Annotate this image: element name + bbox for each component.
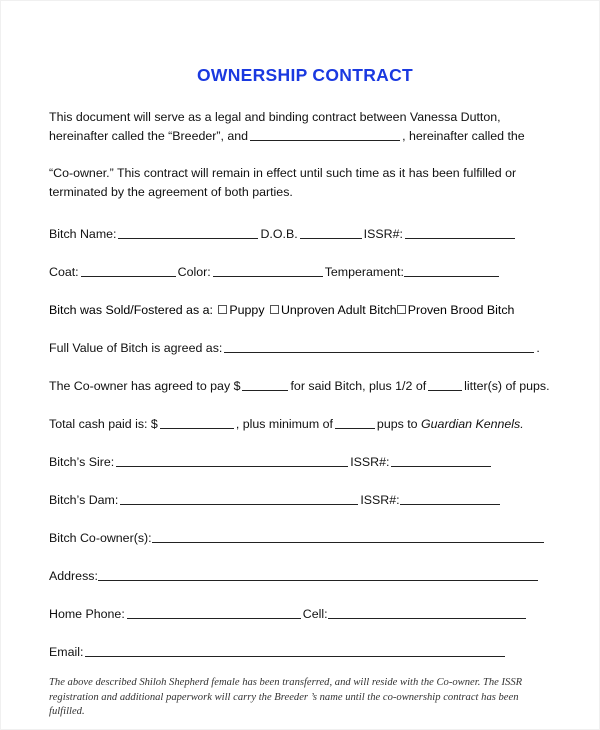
dam-input[interactable] <box>120 492 358 505</box>
full-value-period: . <box>536 341 540 355</box>
sire-label: Bitch’s Sire: <box>49 455 115 469</box>
coowner-payment-amount-input[interactable] <box>242 378 288 391</box>
minimum-pups-input[interactable] <box>335 416 375 429</box>
coowner-payment-text-2: for said Bitch, plus 1/2 of <box>290 379 427 393</box>
coowner-litters-input[interactable] <box>428 378 462 391</box>
dob-label: D.O.B. <box>260 227 298 241</box>
page-title: OWNERSHIP CONTRACT <box>196 65 414 85</box>
coowner-payment-text-1: The Co-owner has agreed to pay $ <box>49 379 241 393</box>
checkbox-icon-puppy[interactable] <box>218 305 227 314</box>
sold-fostered-label: Bitch was Sold/Fostered as a: <box>49 303 213 317</box>
checkbox-label-proven-brood-bitch: Proven Brood Bitch <box>407 303 515 317</box>
color-label: Color: <box>177 265 211 279</box>
checkbox-option-puppy[interactable] <box>218 303 264 317</box>
coat-input[interactable] <box>81 264 176 277</box>
intro-line-2-suffix: , hereinafter called the <box>402 129 525 143</box>
bitch-name-label: Bitch Name: <box>49 227 117 241</box>
sire-row <box>49 452 553 472</box>
home-phone-label: Home Phone: <box>49 607 125 621</box>
dam-row <box>49 490 553 510</box>
coowner-payment-row <box>49 376 553 396</box>
checkbox-icon-proven-brood-bitch[interactable] <box>397 305 406 314</box>
intro-paragraph-2: “Co-owner.” This contract will remain in effect until such time as it has been fulfilled or terminated by the agreement of both parties. <box>49 166 517 199</box>
coowners-label: Bitch Co-owner(s): <box>49 531 152 545</box>
checkbox-option-unproven-adult-bitch[interactable] <box>270 303 397 317</box>
total-cash-text-1: Total cash paid is: $ <box>49 417 158 431</box>
dam-label: Bitch’s Dam: <box>49 493 119 507</box>
dam-issr-label: ISSR#: <box>360 493 400 507</box>
issr-input[interactable] <box>405 226 515 239</box>
sire-input[interactable] <box>116 454 348 467</box>
coowner-name-blank[interactable] <box>250 128 400 141</box>
coowners-row <box>49 528 553 548</box>
phone-row <box>49 604 553 624</box>
address-row <box>49 566 553 586</box>
full-value-row <box>49 338 553 358</box>
checkbox-label-puppy: Puppy <box>229 303 265 317</box>
coat-label: Coat: <box>49 265 79 279</box>
total-cash-text-2: , plus minimum of <box>235 417 333 431</box>
dam-issr-input[interactable] <box>400 492 500 505</box>
cell-label: Cell: <box>302 607 328 621</box>
full-value-input[interactable] <box>224 340 534 353</box>
full-value-label: Full Value of Bitch is agreed as: <box>49 341 223 355</box>
sold-fostered-row <box>49 300 553 320</box>
intro-line-2-prefix: hereinafter called the “Breeder”, and <box>49 129 249 143</box>
temperament-label: Temperament: <box>324 265 404 279</box>
kennel-name: Guardian Kennels. <box>421 417 524 431</box>
address-label: Address: <box>49 569 98 583</box>
checkbox-label-unproven-adult-bitch: Unproven Adult Bitch <box>280 303 397 317</box>
sire-issr-input[interactable] <box>391 454 491 467</box>
checkbox-option-proven-brood-bitch[interactable] <box>397 303 515 317</box>
document-body <box>49 65 553 720</box>
address-input[interactable] <box>98 568 538 581</box>
coowners-input[interactable] <box>152 530 544 543</box>
cell-input[interactable] <box>328 606 526 619</box>
total-cash-row <box>49 414 553 434</box>
checkbox-icon-unproven-adult-bitch[interactable] <box>270 305 279 314</box>
total-cash-input[interactable] <box>160 416 234 429</box>
sire-issr-label: ISSR#: <box>350 455 390 469</box>
temperament-input[interactable] <box>404 264 499 277</box>
total-cash-text-3: pups to <box>376 417 418 431</box>
issr-label: ISSR#: <box>363 227 403 241</box>
coat-color-temperament-row <box>49 262 553 282</box>
intro-line-1: This document will serve as a legal and binding contract between Vanessa Dutton, <box>49 110 501 124</box>
footnote-text: The above described Shiloh Shepherd female has been transferred, and will reside with the Co-owner. The ISSR registration and additional paperwork will carry the Breeder ’s name until the co-ownership contract has been fulfilled. <box>49 677 523 717</box>
dob-input[interactable] <box>300 226 362 239</box>
email-row <box>49 642 553 662</box>
intro-paragraph-1 <box>49 108 553 146</box>
color-input[interactable] <box>213 264 323 277</box>
bitch-name-input[interactable] <box>118 226 258 239</box>
email-label: Email: <box>49 645 84 659</box>
coowner-payment-text-3: litter(s) of pups. <box>464 379 550 393</box>
bitch-name-row <box>49 224 553 244</box>
email-input[interactable] <box>85 644 505 657</box>
home-phone-input[interactable] <box>127 606 301 619</box>
